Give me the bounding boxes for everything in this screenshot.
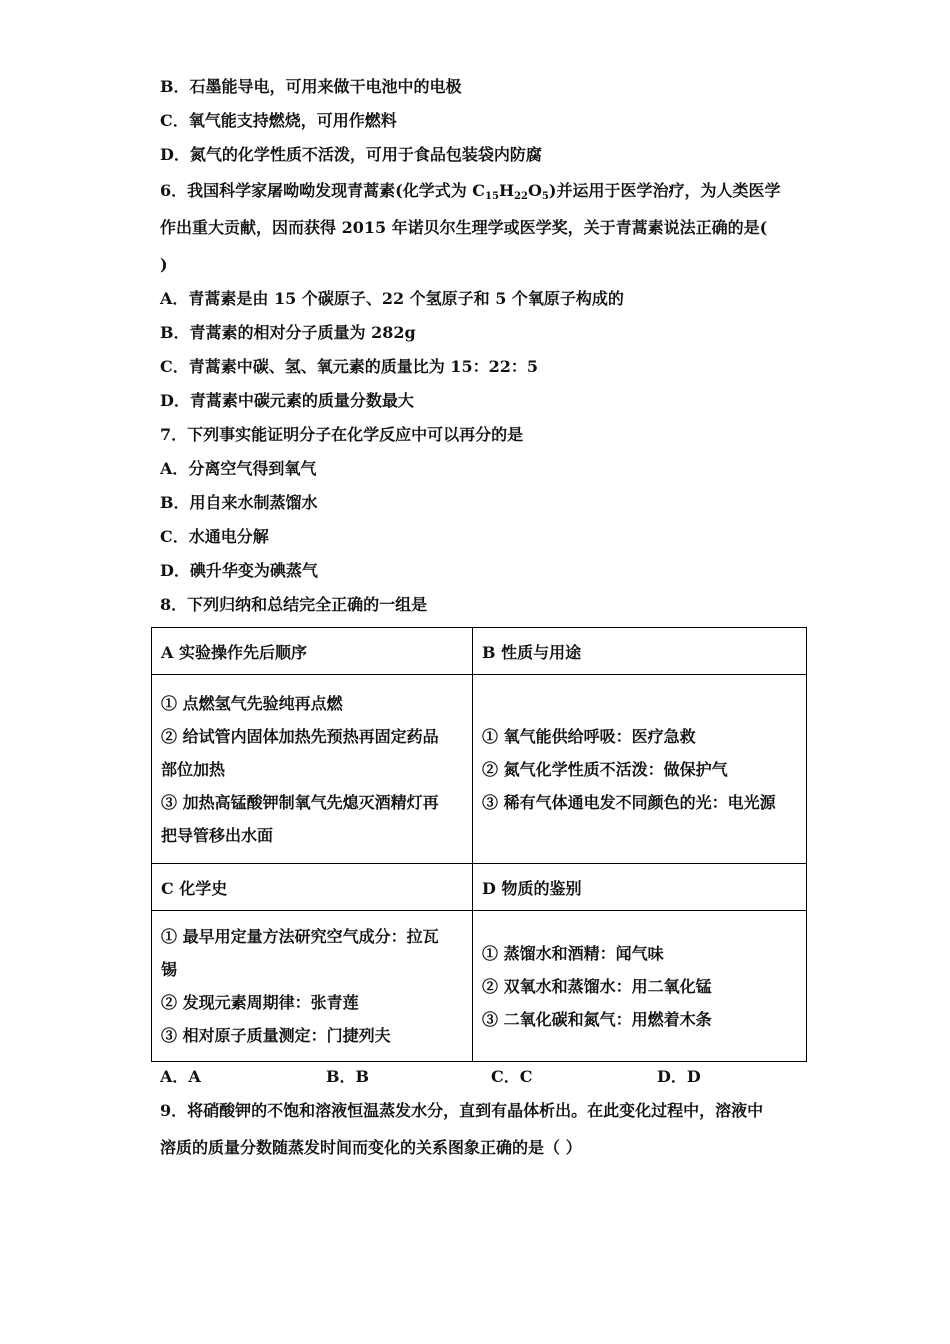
table-a-item-2b: 部位加热 bbox=[161, 759, 226, 779]
table-c-item-3: ③ 相对原子质量测定：门捷列夫 bbox=[161, 1026, 391, 1045]
table-c-item-1b: 锡 bbox=[161, 960, 178, 979]
table-cell-a-title: A 实验操作先后顺序 bbox=[152, 628, 473, 675]
q6-option-a: A．青蒿素是由 15 个碳原子、22 个氢原子和 5 个氧原子构成的 bbox=[160, 289, 624, 308]
q7-option-b: B．用自来水制蒸馏水 bbox=[160, 493, 318, 512]
q8-stem: 8．下列归纳和总结完全正确的一组是 bbox=[160, 595, 428, 614]
table-d-item-2: ② 双氧水和蒸馏水：用二氧化锰 bbox=[482, 976, 712, 996]
q7-option-c: C．水通电分解 bbox=[160, 527, 269, 546]
table-cell-c-title: C 化学史 bbox=[152, 864, 473, 911]
q7-option-a: A．分离空气得到氧气 bbox=[160, 459, 317, 478]
q8-option-a: A．A bbox=[160, 1067, 201, 1086]
table-cell-a-body bbox=[152, 675, 473, 864]
table-a-item-1: ① 点燃氢气先验纯再点燃 bbox=[161, 693, 343, 713]
q9-stem-line-2: 溶质的质量分数随蒸发时间而变化的关系图象正确的是（ ） bbox=[160, 1138, 582, 1157]
q8-option-d: D．D bbox=[657, 1067, 701, 1086]
table-a-item-3a: ③ 加热高锰酸钾制氧气先熄灭酒精灯再 bbox=[161, 792, 439, 812]
q5-option-c: C．氧气能支持燃烧，可用作燃料 bbox=[160, 111, 397, 130]
table-d-item-1: ① 蒸馏水和酒精：闻气味 bbox=[482, 943, 664, 963]
q6-option-b: B．青蒿素的相对分子质量为 282g bbox=[160, 323, 416, 342]
q8-summary-table bbox=[151, 627, 807, 1062]
q6-stem-line-1: 6．我国科学家屠呦呦发现青蒿素(化学式为 $C_{15}H_{22}O_5$)并运用于医学治疗，为人类医学 bbox=[160, 181, 781, 202]
table-cell-c-body bbox=[152, 911, 473, 1062]
q8-answer-options bbox=[160, 1066, 800, 1088]
table-b-item-2: ② 氮气化学性质不活泼：做保护气 bbox=[482, 759, 728, 779]
q5-option-b: B．石墨能导电，可用来做干电池中的电极 bbox=[160, 77, 462, 96]
q7-stem: 7．下列事实能证明分子在化学反应中可以再分的是 bbox=[160, 425, 524, 444]
q8-option-c: C．C bbox=[491, 1067, 533, 1086]
table-a-item-3b: 把导管移出水面 bbox=[161, 825, 274, 845]
q6-stem-line-2: 作出重大贡献，因而获得 2015 年诺贝尔生理学或医学奖，关于青蒿素说法正确的是( bbox=[160, 218, 768, 237]
q9-stem-line-1: 9．将硝酸钾的不饱和溶液恒温蒸发水分，直到有晶体析出。在此变化过程中，溶液中 bbox=[160, 1101, 764, 1120]
table-b-item-1: ① 氧气能供给呼吸：医疗急救 bbox=[482, 726, 696, 746]
table-cell-d-body bbox=[473, 911, 807, 1062]
table-cell-b-body bbox=[473, 675, 807, 864]
q5-option-d: D．氮气的化学性质不活泼，可用于食品包装袋内防腐 bbox=[160, 145, 542, 164]
q6-option-d: D．青蒿素中碳元素的质量分数最大 bbox=[160, 391, 414, 410]
q7-option-d: D．碘升华变为碘蒸气 bbox=[160, 561, 318, 580]
q6-option-c: C．青蒿素中碳、氢、氧元素的质量比为 15：22：5 bbox=[160, 357, 538, 376]
table-b-item-3: ③ 稀有气体通电发不同颜色的光：电光源 bbox=[482, 792, 776, 812]
table-a-item-2a: ② 给试管内固体加热先预热再固定药品 bbox=[161, 726, 439, 746]
table-d-item-3: ③ 二氧化碳和氮气：用燃着木条 bbox=[482, 1009, 712, 1029]
table-c-item-2: ② 发现元素周期律：张青莲 bbox=[161, 993, 359, 1012]
table-c-item-1a: ① 最早用定量方法研究空气成分：拉瓦 bbox=[161, 927, 439, 946]
q8-option-b: B．B bbox=[326, 1067, 370, 1086]
table-cell-b-title: B 性质与用途 bbox=[473, 628, 807, 675]
q6-stem-line-3: ) bbox=[160, 255, 168, 274]
table-cell-d-title: D 物质的鉴别 bbox=[473, 864, 807, 911]
